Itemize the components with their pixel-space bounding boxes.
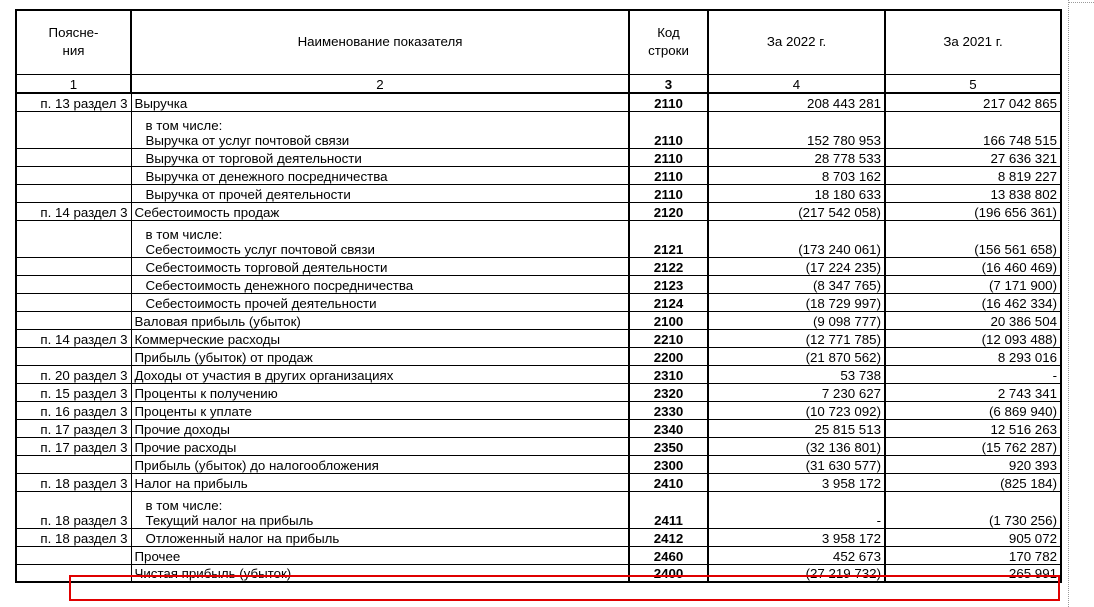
line-code-cell: 2460 bbox=[629, 546, 708, 564]
table-row bbox=[16, 347, 1061, 365]
header-note bbox=[16, 10, 131, 74]
indicator-name: Прибыль (убыток) до налогообложения bbox=[134, 457, 379, 473]
line-code-cell: 2110 bbox=[629, 166, 708, 184]
table-row bbox=[16, 455, 1061, 473]
value-2021-cell: 12 516 263 bbox=[885, 419, 1061, 437]
indicator-name-cell bbox=[131, 437, 629, 455]
line-code-cell: 2110 bbox=[629, 111, 708, 148]
income-statement-table bbox=[15, 9, 1062, 583]
table-row bbox=[16, 329, 1061, 347]
value-2021-cell: 920 393 bbox=[885, 455, 1061, 473]
table-row bbox=[16, 148, 1061, 166]
line-code-cell: 2320 bbox=[629, 383, 708, 401]
table-row bbox=[16, 419, 1061, 437]
note-cell bbox=[16, 111, 131, 148]
indicator-name: Проценты к уплате bbox=[134, 403, 252, 419]
line-code-cell: 2350 bbox=[629, 437, 708, 455]
indicator-name: Прибыль (убыток) от продаж bbox=[134, 349, 313, 365]
line-code-cell: 2300 bbox=[629, 455, 708, 473]
line-code-cell: 2210 bbox=[629, 329, 708, 347]
note-cell: п. 13 раздел 3 bbox=[16, 93, 131, 111]
value-2022-cell: (27 219 732) bbox=[708, 564, 885, 582]
table-row bbox=[16, 220, 1061, 257]
value-2021-cell: 8 819 227 bbox=[885, 166, 1061, 184]
indicator-name: Налог на прибыль bbox=[134, 475, 248, 491]
table-row bbox=[16, 311, 1061, 329]
note-cell bbox=[16, 347, 131, 365]
table-row bbox=[16, 383, 1061, 401]
indicator-name: Выручка от торговой деятельности bbox=[145, 150, 362, 166]
value-2021-cell: (6 869 940) bbox=[885, 401, 1061, 419]
value-2022-cell: 7 230 627 bbox=[708, 383, 885, 401]
table-row bbox=[16, 166, 1061, 184]
indicator-name: Проценты к получению bbox=[134, 385, 278, 401]
indicator-name: Отложенный налог на прибыль bbox=[145, 530, 340, 546]
header-code-line2: строки bbox=[648, 43, 689, 59]
note-cell: п. 18 раздел 3 bbox=[16, 473, 131, 491]
indicator-name: Себестоимость услуг почтовой связи bbox=[145, 241, 375, 257]
column-number: 2 bbox=[131, 74, 629, 93]
indicator-name-cell bbox=[131, 365, 629, 383]
value-2022-cell: (10 723 092) bbox=[708, 401, 885, 419]
line-code-cell: 2410 bbox=[629, 473, 708, 491]
value-2022-cell: 3 958 172 bbox=[708, 528, 885, 546]
note-cell: п. 18 раздел 3 bbox=[16, 491, 131, 528]
value-2021-cell: - bbox=[885, 365, 1061, 383]
page-border-line bbox=[1068, 0, 1069, 607]
line-code-cell: 2200 bbox=[629, 347, 708, 365]
value-2022-cell: (31 630 577) bbox=[708, 455, 885, 473]
line-code-cell: 2124 bbox=[629, 293, 708, 311]
value-2022-cell: 3 958 172 bbox=[708, 473, 885, 491]
line-code-cell: 2121 bbox=[629, 220, 708, 257]
note-cell bbox=[16, 564, 131, 582]
indicator-name-cell bbox=[131, 275, 629, 293]
value-2021-cell: 13 838 802 bbox=[885, 184, 1061, 202]
value-2021-cell: 8 293 016 bbox=[885, 347, 1061, 365]
line-code-cell: 2110 bbox=[629, 184, 708, 202]
table-row bbox=[16, 93, 1061, 111]
table-row bbox=[16, 202, 1061, 220]
table-row bbox=[16, 365, 1061, 383]
indicator-name: Выручка от денежного посредничества bbox=[145, 168, 388, 184]
subheading-label: в том числе: bbox=[145, 117, 223, 133]
value-2021-cell: (16 460 469) bbox=[885, 257, 1061, 275]
value-2021-cell: 905 072 bbox=[885, 528, 1061, 546]
note-cell bbox=[16, 148, 131, 166]
indicator-name-cell bbox=[131, 93, 629, 111]
indicator-name-cell bbox=[131, 148, 629, 166]
indicator-name: Выручка от услуг почтовой связи bbox=[145, 132, 350, 148]
value-2021-cell: (825 184) bbox=[885, 473, 1061, 491]
note-cell: п. 14 раздел 3 bbox=[16, 329, 131, 347]
note-cell: п. 17 раздел 3 bbox=[16, 437, 131, 455]
value-2022-cell: (32 136 801) bbox=[708, 437, 885, 455]
indicator-name-cell bbox=[131, 257, 629, 275]
value-2022-cell: (12 771 785) bbox=[708, 329, 885, 347]
header-year-2022: За 2022 г. bbox=[708, 10, 885, 74]
line-code-cell: 2110 bbox=[629, 148, 708, 166]
indicator-name-cell bbox=[131, 455, 629, 473]
table-row bbox=[16, 546, 1061, 564]
indicator-name: Валовая прибыль (убыток) bbox=[134, 313, 301, 329]
header-name: Наименование показателя bbox=[131, 10, 629, 74]
note-cell bbox=[16, 257, 131, 275]
value-2022-cell: 452 673 bbox=[708, 546, 885, 564]
indicator-name: Себестоимость торговой деятельности bbox=[145, 259, 388, 275]
value-2021-cell: 170 782 bbox=[885, 546, 1061, 564]
value-2022-cell: (173 240 061) bbox=[708, 220, 885, 257]
indicator-name-cell bbox=[131, 347, 629, 365]
subheading-label: в том числе: bbox=[145, 497, 223, 513]
indicator-name-cell bbox=[131, 184, 629, 202]
value-2021-cell: (16 462 334) bbox=[885, 293, 1061, 311]
indicator-name: Текущий налог на прибыль bbox=[145, 512, 314, 528]
line-code-cell: 2310 bbox=[629, 365, 708, 383]
column-number: 3 bbox=[629, 74, 708, 93]
indicator-name: Себестоимость денежного посредничества bbox=[145, 277, 414, 293]
value-2021-cell: 166 748 515 bbox=[885, 111, 1061, 148]
value-2022-cell: 152 780 953 bbox=[708, 111, 885, 148]
indicator-name-cell bbox=[131, 564, 629, 582]
line-code-cell: 2122 bbox=[629, 257, 708, 275]
indicator-name-cell bbox=[131, 220, 629, 257]
value-2022-cell: 18 180 633 bbox=[708, 184, 885, 202]
line-code-cell: 2340 bbox=[629, 419, 708, 437]
indicator-name-cell bbox=[131, 166, 629, 184]
note-cell bbox=[16, 275, 131, 293]
table-row bbox=[16, 437, 1061, 455]
table-row bbox=[16, 564, 1061, 582]
value-2021-cell: (156 561 658) bbox=[885, 220, 1061, 257]
line-code-cell: 2100 bbox=[629, 311, 708, 329]
table-row bbox=[16, 293, 1061, 311]
note-cell: п. 14 раздел 3 bbox=[16, 202, 131, 220]
line-code-cell: 2123 bbox=[629, 275, 708, 293]
note-cell bbox=[16, 311, 131, 329]
indicator-name-cell bbox=[131, 401, 629, 419]
indicator-name: Чистая прибыль (убыток) bbox=[134, 566, 292, 581]
value-2021-cell: 20 386 504 bbox=[885, 311, 1061, 329]
page-border-line-top bbox=[1068, 2, 1094, 3]
table-row bbox=[16, 184, 1061, 202]
value-2021-cell: (12 093 488) bbox=[885, 329, 1061, 347]
indicator-name: Прочие доходы bbox=[134, 421, 230, 437]
value-2021-cell: 2 743 341 bbox=[885, 383, 1061, 401]
indicator-name-cell bbox=[131, 528, 629, 546]
line-code-cell: 2412 bbox=[629, 528, 708, 546]
indicator-name: Выручка bbox=[134, 95, 188, 111]
value-2021-cell: 27 636 321 bbox=[885, 148, 1061, 166]
indicator-name: Коммерческие расходы bbox=[134, 331, 281, 347]
note-cell: п. 17 раздел 3 bbox=[16, 419, 131, 437]
indicator-name-cell bbox=[131, 111, 629, 148]
header-code-line1: Код bbox=[657, 25, 680, 41]
indicator-name-cell bbox=[131, 293, 629, 311]
line-code-cell: 2400 bbox=[629, 564, 708, 582]
note-cell bbox=[16, 546, 131, 564]
table-row bbox=[16, 473, 1061, 491]
line-code-cell: 2411 bbox=[629, 491, 708, 528]
value-2022-cell: (21 870 562) bbox=[708, 347, 885, 365]
note-cell bbox=[16, 220, 131, 257]
indicator-name: Себестоимость прочей деятельности bbox=[145, 295, 377, 311]
value-2022-cell: (18 729 997) bbox=[708, 293, 885, 311]
value-2022-cell: 25 815 513 bbox=[708, 419, 885, 437]
note-cell: п. 20 раздел 3 bbox=[16, 365, 131, 383]
value-2021-cell: 265 991 bbox=[885, 564, 1061, 582]
value-2022-cell: 8 703 162 bbox=[708, 166, 885, 184]
table-row bbox=[16, 275, 1061, 293]
value-2022-cell: - bbox=[708, 491, 885, 528]
table-row bbox=[16, 528, 1061, 546]
table-row bbox=[16, 257, 1061, 275]
value-2022-cell: (17 224 235) bbox=[708, 257, 885, 275]
line-code-cell: 2120 bbox=[629, 202, 708, 220]
value-2021-cell: (1 730 256) bbox=[885, 491, 1061, 528]
table-row bbox=[16, 401, 1061, 419]
header-note-line2: ния bbox=[62, 43, 85, 59]
note-cell: п. 18 раздел 3 bbox=[16, 528, 131, 546]
indicator-name: Прочие расходы bbox=[134, 439, 237, 455]
header-row bbox=[16, 10, 1061, 74]
value-2022-cell: 208 443 281 bbox=[708, 93, 885, 111]
indicator-name-cell bbox=[131, 202, 629, 220]
value-2021-cell: (15 762 287) bbox=[885, 437, 1061, 455]
value-2021-cell: 217 042 865 bbox=[885, 93, 1061, 111]
note-cell bbox=[16, 455, 131, 473]
indicator-name-cell bbox=[131, 419, 629, 437]
value-2022-cell: 28 778 533 bbox=[708, 148, 885, 166]
note-cell bbox=[16, 293, 131, 311]
line-code-cell: 2110 bbox=[629, 93, 708, 111]
indicator-name-cell bbox=[131, 546, 629, 564]
indicator-name: Себестоимость продаж bbox=[134, 204, 280, 220]
table-row bbox=[16, 491, 1061, 528]
column-number: 4 bbox=[708, 74, 885, 93]
header-code bbox=[629, 10, 708, 74]
table-row bbox=[16, 111, 1061, 148]
note-cell bbox=[16, 184, 131, 202]
indicator-name: Доходы от участия в других организациях bbox=[134, 367, 394, 383]
indicator-name-cell bbox=[131, 473, 629, 491]
indicator-name-cell bbox=[131, 329, 629, 347]
value-2022-cell: (8 347 765) bbox=[708, 275, 885, 293]
column-number: 1 bbox=[16, 74, 131, 93]
note-cell bbox=[16, 166, 131, 184]
indicator-name-cell bbox=[131, 491, 629, 528]
value-2021-cell: (7 171 900) bbox=[885, 275, 1061, 293]
header-year-2021: За 2021 г. bbox=[885, 10, 1061, 74]
note-cell: п. 15 раздел 3 bbox=[16, 383, 131, 401]
value-2021-cell: (196 656 361) bbox=[885, 202, 1061, 220]
note-cell: п. 16 раздел 3 bbox=[16, 401, 131, 419]
indicator-name: Прочее bbox=[134, 548, 181, 564]
value-2022-cell: 53 738 bbox=[708, 365, 885, 383]
indicator-name-cell bbox=[131, 311, 629, 329]
value-2022-cell: (9 098 777) bbox=[708, 311, 885, 329]
line-code-cell: 2330 bbox=[629, 401, 708, 419]
header-note-line1: Поясне- bbox=[48, 25, 99, 41]
column-numbers-row bbox=[16, 74, 1061, 93]
subheading-label: в том числе: bbox=[145, 226, 223, 242]
value-2022-cell: (217 542 058) bbox=[708, 202, 885, 220]
column-number: 5 bbox=[885, 74, 1061, 93]
indicator-name-cell bbox=[131, 383, 629, 401]
indicator-name: Выручка от прочей деятельности bbox=[145, 186, 351, 202]
